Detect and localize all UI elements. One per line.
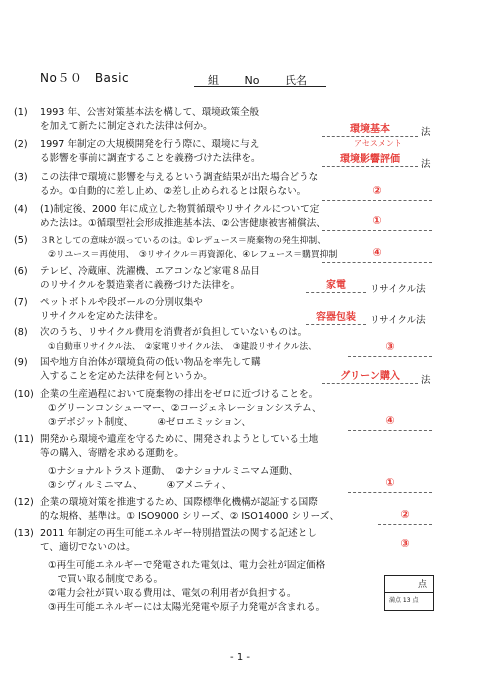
question-number: (6) [14,266,28,277]
question-text: 1997 年制定の大規模開発を行う際に、環境に与え る影響を事前に調査することを義務づけた法律を。 [40,139,261,164]
answer-12[interactable]: ② [378,508,432,525]
question-text: 1993 年、公害対策基本法を構して、環境政策全般 を加えて新たに制定された法律は何か。 [40,107,260,132]
answer-4[interactable]: ① [322,214,432,231]
question-number: (8) [14,327,28,338]
kumi-label: 組 [208,74,219,87]
answer-7[interactable]: 容器包装 [306,308,366,325]
question-number: (7) [14,297,28,308]
suffix-9: 法 [421,375,431,386]
question-number: (12) [14,497,34,508]
answer-3[interactable]: ② [322,184,432,201]
question-text: (1)制定後、2000 年に成立した物質循環やリサイクルについて定 めた法は。①循環型社会形成推進基本法、②公害健康被害補償法、 [40,204,326,229]
question-text: ３Rとしての意味が誤っているのは。①レデュース＝廃棄物の発生抑制、 ②リユース＝再使用、 ③リサイクル＝再資源化、④レフュース＝購買抑制 [40,236,338,260]
question-text: 国や地方自治体が環境負荷の低い物品を率先して購 入することを定めた法律を何というか。 [40,357,261,382]
suffix-1: 法 [421,127,431,138]
page-number: - 1 - [230,652,250,663]
question-text: 次のうち、リサイクル費用を消費者が負担していないものは。 ①自動車リサイクル法、 ②家電リサイクル法、 ③建設リサイクル法、 [40,327,317,352]
question-text: ペットボトルや段ボールの分別収集や リサイクルを定めた法律を。 [40,297,203,322]
answer-2[interactable]: 環境影響評価 [322,150,418,167]
question-number: (11) [14,434,34,445]
answer-10[interactable]: ④ [348,414,432,431]
suffix-2: 法 [421,159,431,170]
question-number: (9) [14,357,28,368]
answer-9[interactable]: グリーン購入 [322,367,418,384]
question-number: (5) [14,235,28,246]
question-text: 企業の環境対策を推進するため、国際標準化機構が認証する国際 的な規格、基準は。① ISO9000 シリーズ、② ISO14000 シリーズ、 [40,497,340,522]
answer-11[interactable]: ① [348,476,432,493]
shimei-label: 氏名 [284,74,307,87]
score-box [384,575,434,611]
question-number: (13) [14,528,34,539]
question-text: 企業の生産過程において廃棄物の排出をゼロに近づけることを。 ①グリーンコンシューマー、②コージェネレーションシステム、 ③デポジット制度、 ④ゼロエミッション、 [40,389,322,428]
answer-2-ruby: アセスメント [354,139,402,148]
question-number: (4) [14,204,28,215]
answer-6[interactable]: 家電 [306,276,366,293]
answer-13[interactable]: ③ [400,537,410,550]
question-text: テレビ、冷蔵庫、洗濯機、エアコンなど家電８品目 のリサイクルを製造業者に義務づけた法律を。 [40,266,260,291]
answer-5[interactable]: ④ [322,246,432,263]
worksheet-title: No５０ Basic [40,71,130,85]
question-text: 2011 年制定の再生可能エネルギー特別措置法の関する記述とし て、適切でないのは。 ①再生可能エネルギーで発電された電気は、電力会社が固定価格 で買い取る制度である。 ②電力会社が買い取る費用は、電気の利用者が負担する。 ③再生可能エネルギーには太陽光発電や原子力発電が含まれる。 [40,528,326,613]
question-text: この法律で環境に影響を与えるという調査結果が出た場合どうな るか。①自動的に差し止め、②差し止められるとは限らない。 [40,172,319,197]
score-full: 満点 13 点 [389,597,419,604]
suffix-7: リサイクル法 [370,315,426,326]
question-number: (3) [14,172,28,183]
question-number: (10) [14,389,34,400]
no-label: No [244,74,260,87]
question-text: 開発から環境や遺産を守るために、開発されようとしている土地 等の購入、寄贈を求める運動を。 ①ナショナルトラスト運動、 ②ナショナルミニマム運動、 ③シヴィルミニマム、 ④アメニティ、 [40,434,319,491]
score-unit: 点 [417,580,427,590]
header-underline [194,86,326,87]
suffix-6: リサイクル法 [370,284,426,295]
answer-8[interactable]: ③ [348,340,432,357]
question-number: (1) [14,107,28,118]
question-number: (2) [14,139,28,150]
answer-1[interactable]: 環境基本 [322,120,418,137]
